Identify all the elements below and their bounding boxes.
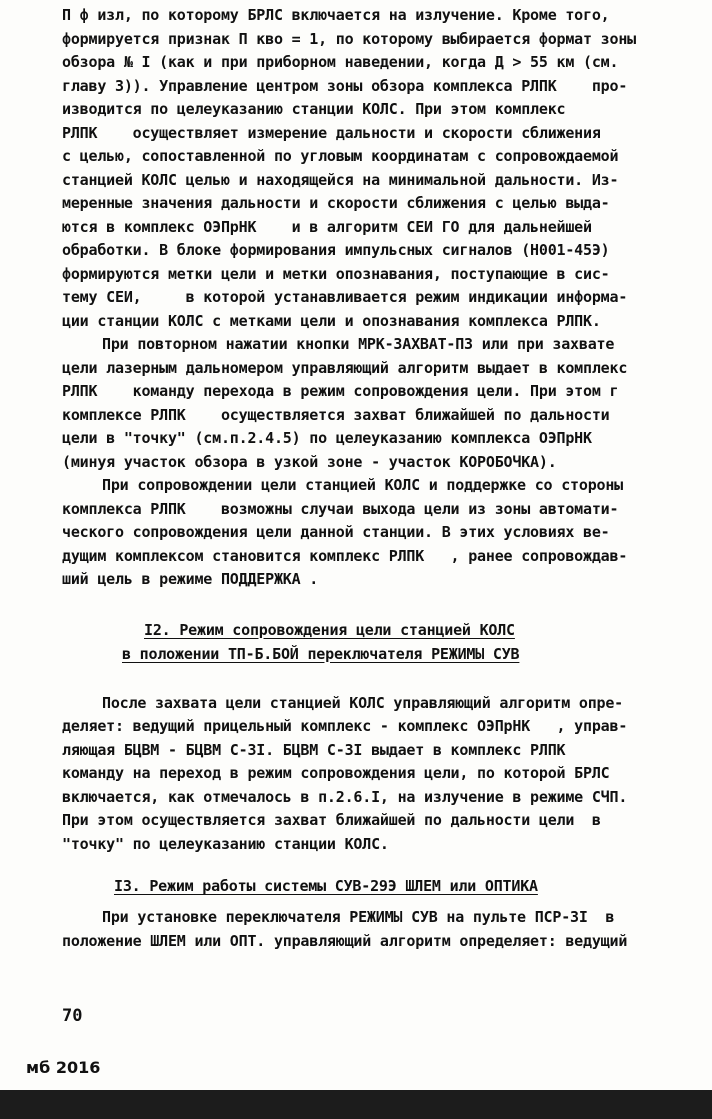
text-line: ются в комплекс ОЭПрНК и в алгоритм СЕИ ГО для дальнейшей: [62, 217, 592, 236]
page-number: 70: [62, 1006, 83, 1026]
handwritten-signature: мб 2016: [26, 1058, 101, 1077]
text-line: включается, как отмечалось в п.2.6.I, на излучение в режиме СЧП.: [62, 787, 628, 806]
text-line: тему СЕИ, в которой устанавливается режим индикации информа-: [62, 288, 628, 306]
text-line: ший цель в режиме ПОДДЕРЖКА .: [62, 570, 319, 588]
text-line: комплексе РЛПК осуществляется захват ближайшей по дальности: [62, 405, 610, 424]
section-12-heading-line-2: в положении ТП-Б.БОЙ переключателя РЕЖИМЫ СУВ: [122, 644, 520, 663]
text-line: команду на переход в режим сопровождения цели, по которой БРЛС: [62, 764, 610, 782]
paragraph-2: [62, 333, 702, 474]
text-line: ляющая БЦВМ - БЦВМ С-3I. БЦВМ С-3I выдает в комплекс РЛПК: [62, 740, 566, 759]
text-line: комплекса РЛПК возможны случаи выхода цели из зоны автомати-: [62, 499, 619, 518]
text-line: После захвата цели станцией КОЛС управляющий алгоритм опре-: [102, 693, 624, 712]
text-line: меренные значения дальности и скорости сближения с целью выда-: [62, 194, 610, 212]
section-12-heading-line-1: I2. Режим сопровождения цели станцией КОЛС: [144, 620, 515, 639]
text-line: При установке переключателя РЕЖИМЫ СУВ на пульте ПСР-3I в: [102, 908, 615, 926]
text-line: положение ШЛЕМ или ОПТ. управляющий алгоритм определяет: ведущий: [62, 931, 628, 950]
document-text: [62, 4, 702, 953]
text-line: формируется признак П кво = 1, по которому выбирается формат зоны: [62, 29, 636, 48]
text-line: (минуя участок обзора в узкой зоне - участок КОРОБОЧКА).: [62, 452, 557, 471]
text-line: "точку" по целеуказанию станции КОЛС.: [62, 834, 389, 853]
text-line: дущим комплексом становится комплекс РЛПК , ранее сопровождав-: [62, 546, 628, 565]
paragraph-1: [62, 4, 702, 333]
text-line: При этом осуществляется захват ближайшей по дальности цели в: [62, 811, 601, 829]
text-line: РЛПК команду перехода в режим сопровождения цели. При этом г: [62, 382, 619, 400]
text-line: станцией КОЛС целью и находящейся на минимальной дальности. Из-: [62, 170, 619, 189]
text-line: цели лазерным дальномером управляющий алгоритм выдает в комплекс: [62, 358, 628, 377]
text-line: При сопровождении цели станцией КОЛС и поддержке со стороны: [102, 476, 624, 494]
text-line: П ф изл, по которому БРЛС включается на излучение. Кроме того,: [62, 6, 610, 24]
text-line: ческого сопровождения цели данной станции. В этих условиях ве-: [62, 523, 610, 541]
text-line: формируются метки цели и метки опознавания, поступающие в сис-: [62, 264, 610, 283]
text-line: главу 3)). Управление центром зоны обзора комплекса РЛПК про-: [62, 76, 628, 95]
text-line: деляет: ведущий прицельный комплекс - комплекс ОЭПрНК , управ-: [62, 717, 628, 735]
text-line: РЛПК осуществляет измерение дальности и скорости сближения: [62, 123, 601, 142]
text-line: с целью, сопоставленной по угловым координатам с сопровождаемой: [62, 147, 619, 165]
text-line: изводится по целеуказанию станции КОЛС. При этом комплекс: [62, 100, 566, 118]
text-line: ции станции КОЛС с метками цели и опознавания комплекса РЛПК.: [62, 311, 601, 330]
text-line: обзора № I (как и при приборном наведении, когда Д > 55 км (см.: [62, 53, 619, 71]
paragraph-5: [62, 906, 702, 953]
paragraph-3: [62, 474, 702, 592]
text-line: цели в "точку" (см.п.2.4.5) по целеуказанию комплекса ОЭПрНК: [62, 429, 592, 447]
section-13-heading: I3. Режим работы системы СУВ-29Э ШЛЕМ или ОПТИКА: [114, 877, 538, 895]
text-line: обработки. В блоке формирования импульсных сигналов (Н001-45Э): [62, 241, 610, 259]
bottom-bar: [0, 1090, 712, 1119]
text-line: При повторном нажатии кнопки МРК-ЗАХВАТ-ПЗ или при захвате: [102, 335, 615, 353]
paragraph-4: [62, 692, 702, 857]
